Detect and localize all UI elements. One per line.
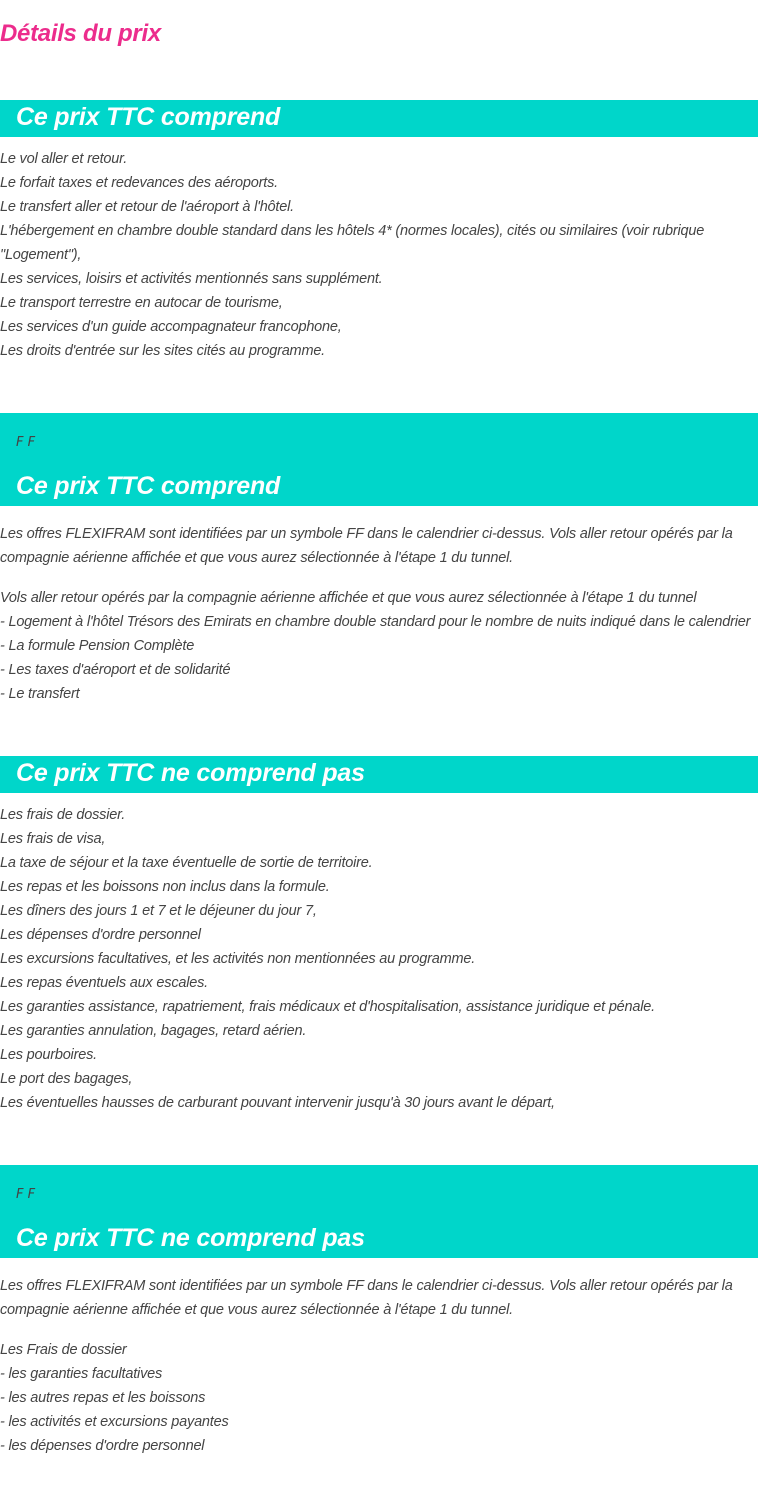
list-item: Le port des bagages,: [0, 1071, 133, 1087]
list-item: Les dîners des jours 1 et 7 et le déjeuner du jour 7,: [0, 903, 317, 919]
list-item: - les dépenses d'ordre personnel: [0, 1438, 205, 1454]
list-item: - les garanties facultatives: [0, 1366, 163, 1382]
list-item: - Le transfert: [0, 686, 80, 702]
list-item: Le forfait taxes et redevances des aéroports.: [0, 175, 278, 191]
list-item: Les éventuelles hausses de carburant pouvant intervenir jusqu'à 30 jours avant le départ,: [0, 1095, 555, 1111]
excludes-heading: Ce prix TTC ne comprend pas: [16, 759, 365, 787]
excludes-list: [0, 803, 758, 1115]
ff-excludes-heading: Ce prix TTC ne comprend pas: [16, 1224, 365, 1252]
list-item: Les services d'un guide accompagnateur francophone,: [0, 319, 342, 335]
ff-excludes-banner: [0, 1165, 758, 1258]
list-item: Vols aller retour opérés par la compagnie aérienne affichée et que vous aurez sélectionnée à l'étape 1 du tunnel: [0, 590, 697, 606]
list-item: Le transport terrestre en autocar de tourisme,: [0, 295, 283, 311]
page-title: Détails du prix: [0, 20, 161, 47]
list-item: Les garanties annulation, bagages, retard aérien.: [0, 1023, 307, 1039]
includes-banner: [0, 100, 758, 137]
ff-includes-content: [0, 522, 758, 706]
list-item: Le transfert aller et retour de l'aéroport à l'hôtel.: [0, 199, 294, 215]
list-item: Les services, loisirs et activités mentionnés sans supplément.: [0, 271, 383, 287]
list-item: La taxe de séjour et la taxe éventuelle de sortie de territoire.: [0, 855, 373, 871]
list-item: Les droits d'entrée sur les sites cités au programme.: [0, 343, 326, 359]
ff-includes-intro: Les offres FLEXIFRAM sont identifiées par un symbole FF dans le calendrier ci-dessus. Vols aller retour opérés par la compagnie aérienne affichée et que vous aurez sélectionnée à l'étape 1 du tunnel.: [0, 526, 733, 566]
ff-tag: F F: [16, 1187, 36, 1202]
list-item: Les repas et les boissons non inclus dans la formule.: [0, 879, 330, 895]
list-item: Les dépenses d'ordre personnel: [0, 927, 201, 943]
ff-tag: F F: [16, 435, 36, 450]
list-item: Les excursions facultatives, et les activités non mentionnées au programme.: [0, 951, 476, 967]
ff-includes-heading: Ce prix TTC comprend: [16, 472, 281, 500]
list-item: Les garanties assistance, rapatriement, frais médicaux et d'hospitalisation, assistance juridique et pénale.: [0, 999, 655, 1015]
list-item: Le vol aller et retour.: [0, 151, 128, 167]
includes-list: [0, 147, 758, 363]
list-item: Les frais de dossier.: [0, 807, 126, 823]
list-item: Les repas éventuels aux escales.: [0, 975, 209, 991]
list-item: - Logement à l'hôtel Trésors des Emirats en chambre double standard pour le nombre de nuits indiqué dans le calendrier: [0, 614, 751, 630]
list-item: Les pourboires.: [0, 1047, 97, 1063]
ff-includes-banner: [0, 413, 758, 506]
excludes-banner: [0, 756, 758, 793]
list-item: Les frais de visa,: [0, 831, 106, 847]
list-item: L'hébergement en chambre double standard dans les hôtels 4* (normes locales), cités ou similaires (voir rubrique "Logement"),: [0, 223, 705, 263]
list-item: - les autres repas et les boissons: [0, 1390, 206, 1406]
list-item: - les activités et excursions payantes: [0, 1414, 229, 1430]
list-item: Les Frais de dossier: [0, 1342, 127, 1358]
list-item: - Les taxes d'aéroport et de solidarité: [0, 662, 231, 678]
ff-excludes-content: [0, 1274, 758, 1458]
list-item: - La formule Pension Complète: [0, 638, 195, 654]
ff-excludes-intro: Les offres FLEXIFRAM sont identifiées par un symbole FF dans le calendrier ci-dessus. Vols aller retour opérés par la compagnie aérienne affichée et que vous aurez sélectionnée à l'étape 1 du tunnel.: [0, 1278, 733, 1318]
includes-heading: Ce prix TTC comprend: [16, 103, 281, 131]
